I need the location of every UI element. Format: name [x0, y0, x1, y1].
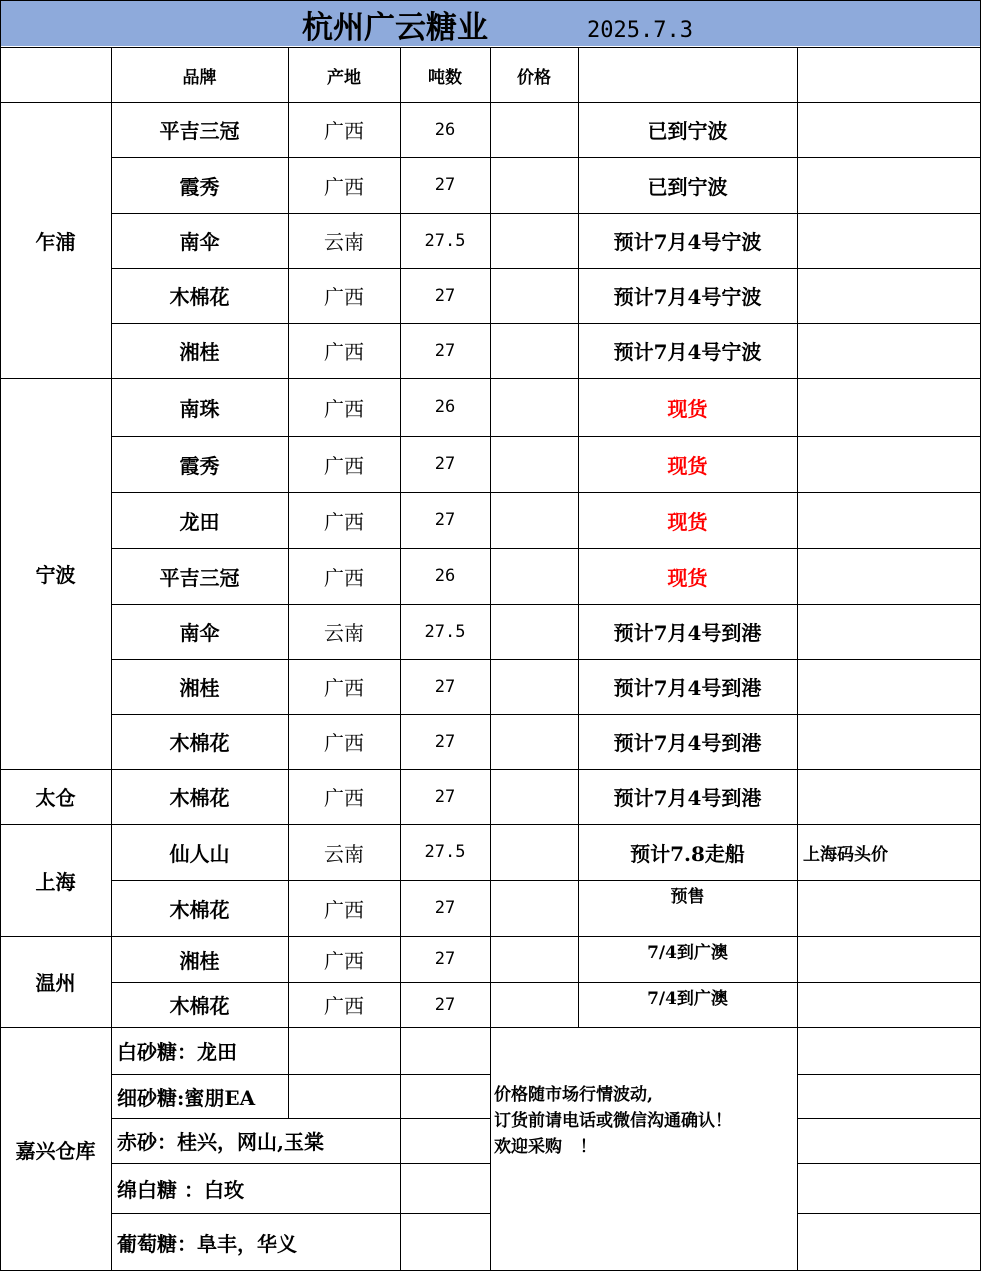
region-shanghai: 上海: [35, 869, 76, 894]
status-cell: 预计7月4号到港: [613, 731, 762, 755]
tons-cell: 27: [434, 994, 456, 1015]
origin-cell: 广西: [324, 994, 364, 1018]
brand-cell: 南珠: [179, 396, 220, 421]
status-cell: 预计7月4号宁波: [613, 285, 762, 309]
brand-cell: 平吉三冠: [159, 119, 240, 143]
tons-cell: 27: [434, 285, 456, 306]
header-tons: 吨数: [428, 67, 462, 88]
grid-line: [111, 492, 981, 493]
tons-cell: 27: [434, 510, 456, 530]
tons-cell: 26: [434, 566, 456, 586]
grid-line: [797, 47, 798, 1028]
origin-cell: 广西: [324, 509, 364, 534]
grid-line: [0, 0, 981, 1]
note-cell: 上海码头价: [803, 844, 888, 865]
price-remark: [494, 1082, 732, 1160]
tons-cell: 27: [434, 340, 456, 361]
grid-line: [111, 157, 981, 158]
header-brand: 品牌: [182, 67, 217, 88]
brand-cell: 龙田: [179, 509, 220, 534]
grid-line: [111, 268, 981, 269]
region-taicang: 太仓: [35, 786, 76, 810]
grid-line: [111, 436, 981, 437]
spot-status: 现货: [667, 509, 708, 534]
brand-cell: 霞秀: [179, 453, 220, 478]
grid-line: [111, 982, 981, 983]
status-cell: 7/4到广澳: [647, 989, 728, 1009]
origin-cell: 广西: [324, 285, 364, 309]
tons-cell: 27: [434, 898, 456, 918]
spot-status: 现货: [667, 565, 708, 590]
grid-line: [0, 0, 1, 1271]
grid-line: [797, 1118, 981, 1119]
tons-cell: 27: [434, 175, 456, 195]
origin-cell: 广西: [324, 731, 364, 755]
grid-line: [111, 1213, 491, 1214]
origin-cell: 广西: [324, 119, 364, 143]
brand-cell: 湘桂: [179, 340, 220, 364]
tons-cell: 27: [434, 731, 456, 752]
grid-line: [111, 47, 112, 1271]
brand-cell: 木棉花: [169, 731, 230, 755]
grid-line: [797, 1163, 981, 1164]
origin-cell: 广西: [324, 948, 364, 973]
grid-line: [111, 323, 981, 324]
origin-cell: 广西: [324, 340, 364, 364]
grid-line: [111, 659, 981, 660]
grid-line: [111, 213, 981, 214]
report-date: 2025.7.3: [587, 17, 693, 43]
grid-line: [111, 1163, 491, 1164]
tons-cell: 26: [434, 119, 456, 140]
region-wenzhou: 温州: [35, 971, 76, 995]
brand-cell: 木棉花: [169, 786, 230, 810]
grid-line: [288, 1027, 289, 1119]
tons-cell: 27: [434, 786, 456, 807]
remark-line: 订货前请电话或微信沟通确认！: [494, 1111, 732, 1131]
grid-line: [111, 1074, 491, 1075]
tons-cell: 26: [434, 397, 456, 417]
warehouse-item: 白砂糖：龙田: [117, 1040, 237, 1064]
origin-cell: 广西: [324, 786, 364, 810]
grid-line: [797, 1027, 798, 1271]
origin-cell: 云南: [324, 841, 364, 866]
tons-cell: 27: [434, 949, 456, 969]
brand-cell: 仙人山: [169, 841, 230, 866]
origin-cell: 广西: [324, 396, 364, 421]
grid-line: [111, 604, 981, 605]
origin-cell: 云南: [324, 621, 364, 645]
status-cell: 7/4到广澳: [647, 943, 728, 963]
spot-status: 现货: [667, 453, 708, 478]
status-cell: 已到宁波: [647, 174, 728, 199]
region-jiaxing-warehouse: 嘉兴仓库: [15, 1138, 96, 1163]
tons-cell: 27: [434, 676, 456, 697]
header-origin: 产地: [327, 67, 361, 88]
grid-line: [111, 880, 981, 881]
origin-cell: 云南: [324, 230, 364, 254]
region-ningbo: 宁波: [35, 563, 76, 587]
tons-cell: 27.5: [424, 842, 466, 862]
grid-line: [111, 548, 981, 549]
origin-cell: 广西: [324, 453, 364, 478]
warehouse-item: 葡萄糖：阜丰，华义: [117, 1231, 297, 1256]
brand-cell: 平吉三冠: [159, 565, 240, 590]
tons-cell: 27.5: [424, 621, 466, 642]
status-cell: 预计7月4号到港: [613, 621, 762, 645]
origin-cell: 广西: [324, 676, 364, 700]
grid-line: [797, 1213, 981, 1214]
grid-line: [111, 714, 981, 715]
status-cell: 预售: [670, 887, 705, 907]
grid-line: [490, 47, 491, 1028]
status-cell: 预计7月4号宁波: [613, 340, 762, 364]
brand-cell: 霞秀: [179, 174, 220, 199]
header-price: 价格: [517, 67, 551, 88]
tons-cell: 27.5: [424, 230, 466, 251]
status-cell: 预计7.8走船: [630, 841, 745, 866]
warehouse-item: 赤砂：桂兴，网山,玉棠: [117, 1130, 324, 1154]
grid-line: [797, 1074, 981, 1075]
brand-cell: 木棉花: [169, 285, 230, 309]
brand-cell: 南伞: [179, 230, 220, 254]
remark-line: 欢迎采购 ！: [494, 1137, 597, 1157]
status-cell: 预计7月4号到港: [613, 786, 762, 810]
status-cell: 已到宁波: [647, 119, 728, 143]
grid-line: [578, 47, 579, 1028]
spot-status: 现货: [667, 396, 708, 421]
grid-line: [400, 1027, 401, 1271]
warehouse-item: 细砂糖:蜜朋EA: [117, 1085, 256, 1110]
grid-line: [400, 47, 401, 1028]
brand-cell: 南伞: [179, 621, 220, 645]
origin-cell: 广西: [324, 897, 364, 922]
origin-cell: 广西: [324, 174, 364, 199]
origin-cell: 广西: [324, 565, 364, 590]
grid-line: [288, 47, 289, 1028]
region-zhapu: 乍浦: [35, 229, 76, 254]
grid-line: [490, 1027, 491, 1271]
status-cell: 预计7月4号到港: [613, 676, 762, 700]
remark-line: 价格随市场行情波动,: [494, 1085, 653, 1105]
warehouse-item: 绵白糖 ：白玫: [117, 1177, 244, 1202]
grid-line: [111, 1118, 491, 1119]
company-title: 杭州广云糖业: [302, 9, 488, 46]
tons-cell: 27: [434, 454, 456, 474]
brand-cell: 木棉花: [169, 897, 230, 922]
brand-cell: 湘桂: [179, 676, 220, 700]
brand-cell: 木棉花: [169, 994, 230, 1018]
status-cell: 预计7月4号宁波: [613, 230, 762, 254]
brand-cell: 湘桂: [179, 948, 220, 973]
